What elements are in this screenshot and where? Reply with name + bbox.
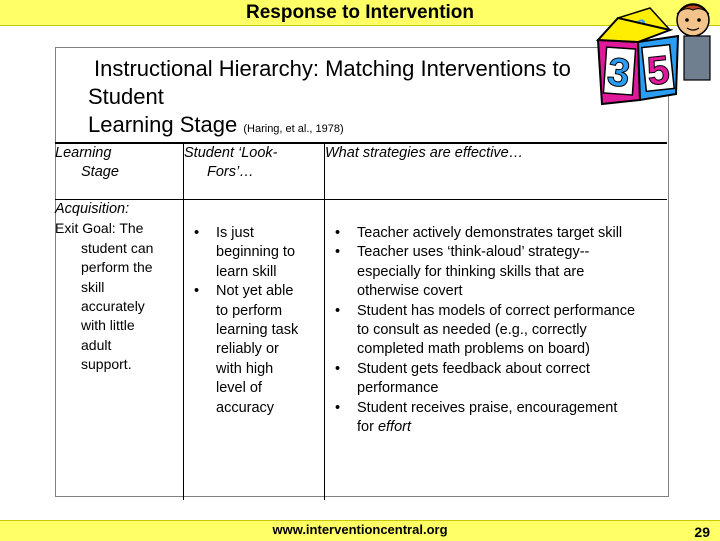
effort-word: effort xyxy=(377,419,411,436)
look-for-item-line: learn skill xyxy=(216,263,277,280)
header-col2-line2: Fors’… xyxy=(207,164,254,181)
title-line-3: Learning Stage xyxy=(88,112,238,137)
look-for-item xyxy=(184,282,324,418)
bullet-icon: • xyxy=(335,360,341,377)
number-blocks-clipart xyxy=(588,0,720,130)
hierarchy-table xyxy=(55,142,667,500)
look-for-item-line: with high xyxy=(216,360,274,377)
header-col1-line2: Stage xyxy=(81,164,119,181)
strategy-item xyxy=(325,302,667,360)
slide-title xyxy=(88,55,608,143)
strategy-item-line: Student gets feedback about correct xyxy=(357,360,590,377)
stage-name: Acquisition: xyxy=(55,201,130,217)
strategy-item-line: to consult as needed (e.g., correctly xyxy=(357,322,587,339)
svg-text:3: 3 xyxy=(604,49,633,97)
header-col2-line1: Student ‘Look- xyxy=(184,145,278,161)
look-for-item-line: accuracy xyxy=(216,399,275,416)
strategy-item-line: Teacher uses ‘think-aloud’ strategy-- xyxy=(357,244,590,261)
strategy-item-line: especially for thinking skills that are xyxy=(357,263,585,280)
svg-text:5: 5 xyxy=(644,47,672,95)
header-look-fors xyxy=(184,143,325,200)
exit-goal-line: Exit Goal: The xyxy=(55,220,144,237)
look-for-item-line: beginning to xyxy=(216,244,296,261)
table-row xyxy=(55,200,667,500)
look-for-item-line: to perform xyxy=(216,302,283,319)
strategy-item xyxy=(325,224,667,243)
number-block-front-icon xyxy=(598,18,678,104)
header-strategies: What strategies are effective… xyxy=(325,143,668,200)
exit-goal xyxy=(55,219,183,374)
strategy-item-line: Student receives praise, encouragement xyxy=(357,399,618,416)
title-line-1: Instructional Hierarchy: Matching Interventions to xyxy=(94,56,571,81)
strategy-item xyxy=(325,360,667,399)
bullet-icon: • xyxy=(335,244,341,261)
exit-goal-line: accurately xyxy=(81,298,145,315)
exit-goal-line: student can xyxy=(81,239,154,256)
look-for-item-line: Not yet able xyxy=(216,283,294,300)
strategies-list xyxy=(325,200,667,437)
exit-goal-line: skill xyxy=(81,278,105,295)
header-col1-line1: Learning xyxy=(55,145,112,161)
look-for-item-line: reliably or xyxy=(216,341,279,358)
bullet-icon: • xyxy=(335,399,341,416)
look-for-item-line: Is just xyxy=(216,225,254,241)
bullet-icon: • xyxy=(335,225,341,241)
strategies-cell xyxy=(325,200,668,500)
look-for-item xyxy=(184,224,324,282)
exit-goal-line: support. xyxy=(81,356,132,373)
page-number: 29 xyxy=(694,524,710,540)
exit-goal-line: perform the xyxy=(81,259,153,276)
title-line-2: Student xyxy=(88,84,164,109)
look-for-item-line: learning task xyxy=(216,322,299,339)
look-fors-cell xyxy=(184,200,325,500)
bullet-icon: • xyxy=(194,225,200,241)
exit-goal-line: adult xyxy=(81,336,112,353)
strategy-item-line: completed math problems on board) xyxy=(357,341,590,358)
strategy-item xyxy=(325,243,667,301)
strategy-item-line: performance xyxy=(357,380,439,397)
look-fors-list xyxy=(184,200,324,418)
strategy-item-line: Teacher actively demonstrates target skill xyxy=(357,225,623,241)
strategy-item-line: Student has models of correct performance xyxy=(357,302,636,319)
citation: (Haring, et al., 1978) xyxy=(243,123,344,135)
header-learning-stage xyxy=(55,143,184,200)
footer-url[interactable]: www.interventioncentral.org xyxy=(272,522,448,537)
stage-cell xyxy=(55,200,184,500)
strategy-item xyxy=(325,399,667,438)
table-header-row xyxy=(55,143,667,200)
effort-prefix: for xyxy=(357,419,378,436)
strategy-item-line xyxy=(357,418,667,437)
bullet-icon: • xyxy=(194,283,200,300)
bullet-icon: • xyxy=(335,302,341,319)
strategy-item-line: otherwise covert xyxy=(357,283,463,300)
header-title: Response to Intervention xyxy=(245,2,475,23)
look-for-item-line: level of xyxy=(216,380,262,397)
cartoon-child-icon xyxy=(677,4,710,80)
exit-goal-line: with little xyxy=(81,317,135,334)
